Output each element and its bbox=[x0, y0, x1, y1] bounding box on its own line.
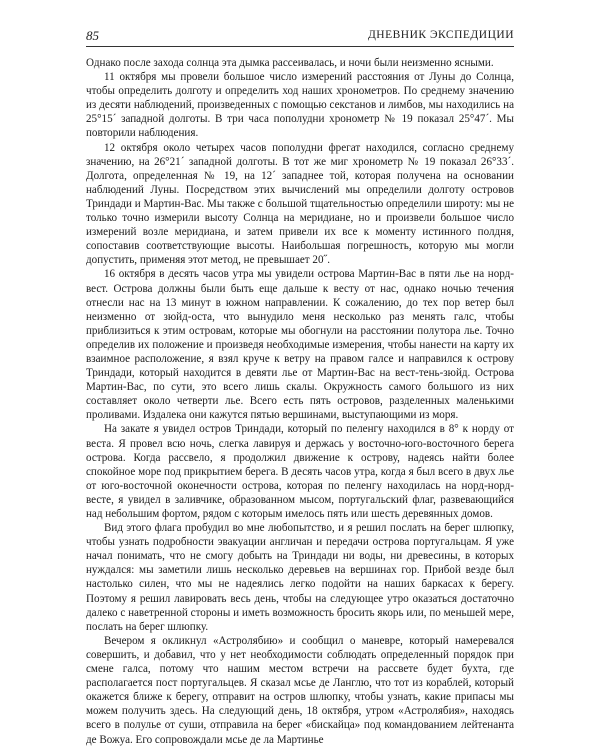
paragraph-oct-11: 11 октября мы провели большое число измерений расстояния от Луны до Солнца, чтобы определить долготу и определить ход наших хронометров. По среднему значению из десяти наблюдений, произведенных с помощью секстанов и лимбов, мы находились на 25°15´ западной долготы. В три часа пополудни хронометр № 19 показал 25°47´. Мы повторили наблюдения. bbox=[86, 71, 514, 140]
body-text bbox=[86, 56, 514, 747]
running-head bbox=[86, 28, 514, 48]
paragraph-oct-16: 16 октября в десять часов утра мы увидели острова Мартин-Вас в пяти лье на норд-вест. Острова должны были быть еще дальше к весту от нас, однако ночью течения отнесли нас на 13 минут в южном направлении. К сожалению, до тех пор ветер был неизменно от зюйд-оста, что вынудило меня несколько раз менять галс, чтобы приблизиться к этим островам, которые мы обогнули на расстоянии полутора лье. Точно определив их положение и произведя необходимые измерения, чтобы нанести на карту их взаимное расположение, я взял круче к ветру на правом галсе и направился к острову Триндади, который находится в девяти лье от Мартин-Вас на вест-тень-зюйд. Острова Мартин-Вас, по сути, это всего лишь скалы. Окружность самого большого из них составляет около четверти лье. Всего есть пять островов, разделенных маленькими проливами. Издалека они кажутся пятью вершинами, выступающими из моря. bbox=[86, 268, 514, 422]
paragraph-sunset: На закате я увидел остров Триндади, который по пеленгу находился в 8° к норду от веста. Я провел всю ночь, слегка лавируя и держась у восточно-юго-восточного берега острова. Когда рассвело, я продолжил движение к острову, надеясь найти более спокойное море под прикрытием берега. В десять часов утра, когда я был всего в двух лье от юго-восточной оконечности острова, которая по пеленгу находилась на норд-норд-весте, я увидел в заливчике, образованном мысом, португальский флаг, развевающийся над небольшим фортом, рядом с которым имелось пять или шесть деревянных домов. bbox=[86, 423, 514, 520]
page-number: 85 bbox=[86, 28, 99, 43]
header-rule bbox=[86, 46, 514, 47]
running-title: ДНЕВНИК ЭКСПЕДИЦИИ bbox=[367, 29, 514, 41]
paragraph-evening: Вечером я окликнул «Астролябию» и сообщил о маневре, который намеревался совершить, и добавил, что у нет необходимости соблюдать определенный порядок при смене галса, потому что нашим местом встречи на рассвете будет бухта, где располагается пост португальцев. Я сказал мсье де Ланглю, что тот из кораблей, который окажется ближе к берегу, отправит на остров шлюпку, чтобы узнать, какие припасы мы можем получить здесь. На следующий день, 18 октября, утром «Астролябия», находясь всего в полулье от суши, отправила на берег «бискайца» под командованием лейтенанта де Вожуа. Его сопровождали мсье де ла Мартинье bbox=[86, 634, 514, 746]
paragraph-flag: Вид этого флага пробудил во мне любопытство, и я решил послать на берег шлюпку, чтобы узнать подробности эвакуации англичан и передачи острова португальцам. Я уже начал понимать, что не смогу добыть на Триндади ни воды, ни древесины, в которых нуждался: мы заметили лишь несколько деревьев на вершинах гор. Прибой везде был настолько силен, что мы не надеялись легко подойти на наших баркасах к берегу. Поэтому я решил лавировать весь день, чтобы на следующее утро оказаться достаточно далеко с наветренной стороны и иметь возможность бросить якорь или, по меньшей мере, послать на берег шлюпку. bbox=[86, 522, 514, 633]
paragraph-oct-12: 12 октября около четырех часов пополудни фрегат находился, согласно среднему значению, на 26°21´ западной долготы. В тот же миг хронометр № 19 показал 26°33´. Долгота, определенная № 19, на 12´ западнее той, которая получена на основании наблюдений Луны. Посредством этих вычислений мы определили долготу островов Триндади и Мартин-Вас. Мы также с большой тщательностью определили широту: мы не только точно измерили высоту Солнца на меридиане, но и произвели большое число измерений возле меридиана, и затем привели их все к моменту истинного полдня, сопоставив соответствующие высоты. Наибольшая погрешность, которую мы могли допустить, применяя этот метод, не превышает 20˝. bbox=[86, 141, 514, 267]
paragraph-continued: Однако после захода солнца эта дымка рассеивалась, и ночи были неизменно ясными. bbox=[86, 57, 494, 69]
